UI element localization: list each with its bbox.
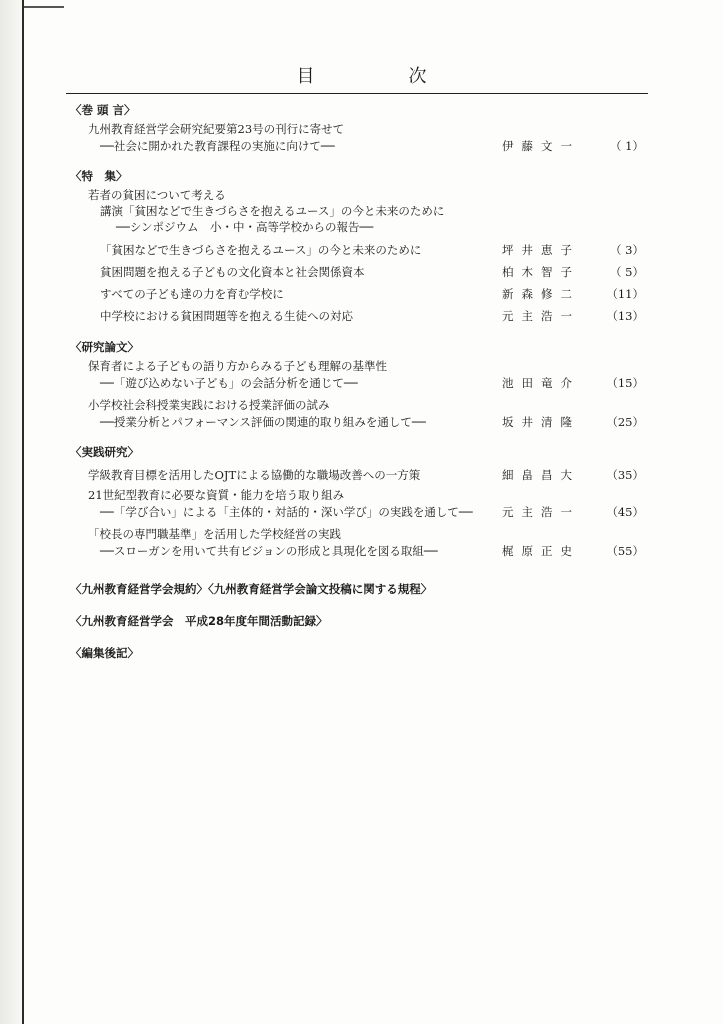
special-symposium: ──シンポジウム 小・中・高等学校からの報告── <box>116 220 374 234</box>
section-heading-preface: 〈巻 頭 言〉 <box>70 103 136 117</box>
toc-entry-title: 「貧困などで生きづらさを抱えるユース」の今と未来のために <box>100 243 422 257</box>
section-special <box>70 168 645 327</box>
section-heading-research: 〈研究論文〉 <box>70 340 139 354</box>
toc-entry-author: 坪井恵子 <box>502 243 580 257</box>
toc-entry <box>70 261 645 283</box>
toc-entry-page: （ 5） <box>610 265 644 279</box>
toc-entry-page: （45） <box>606 505 644 519</box>
toc-entry <box>70 283 645 305</box>
toc-entry-subtitle: ──スローガンを用いて共有ビジョンの形成と具現化を図る取組── <box>100 544 438 558</box>
toc-entry <box>70 463 645 487</box>
toc-entry-author: 伊藤文一 <box>502 139 580 153</box>
toc-entry-author: 細畠昌大 <box>502 468 580 482</box>
toc-entry-author: 元主浩一 <box>502 505 580 519</box>
toc-entry-page: （ 1） <box>610 139 644 153</box>
section-research <box>70 339 645 432</box>
scan-border <box>0 0 24 1024</box>
toc-entry-title: 小学校社会科授業実践における授業評価の試み <box>88 398 330 412</box>
toc-entry-page: （55） <box>606 544 644 558</box>
special-theme: 若者の貧困について考える <box>88 188 226 202</box>
toc-entry <box>70 374 645 393</box>
toc-entry-page: （ 3） <box>610 243 644 257</box>
section-heading-activities: 〈九州教育経営学会 平成28年度年間活動記録〉 <box>70 614 328 628</box>
toc-entry <box>70 305 645 327</box>
toc-entry-page: （35） <box>606 468 644 482</box>
toc-entry-subtitle: ──授業分析とパフォーマンス評価の関連的取り組みを通して── <box>100 415 426 429</box>
toc-entry-author: 新森修二 <box>502 287 580 301</box>
page-title: 目 次 <box>296 66 465 87</box>
section-heading-afterword: 〈編集後記〉 <box>70 646 139 660</box>
toc-entry-subtitle: ──社会に開かれた教育課程の実施に向けて── <box>100 139 335 153</box>
section-preface <box>70 102 645 156</box>
toc-entry-author: 坂井清隆 <box>502 415 580 429</box>
toc-entry <box>70 503 645 522</box>
section-heading-rules: 〈九州教育経営学会規約〉〈九州教育経営学会論文投稿に関する規程〉 <box>70 582 433 596</box>
toc-entry <box>70 413 645 432</box>
toc-entry-title: すべての子ども達の力を育む学校に <box>100 287 284 301</box>
toc-body <box>70 98 645 664</box>
toc-entry <box>70 239 645 261</box>
section-heading-practice: 〈実践研究〉 <box>70 445 139 459</box>
toc-entry-page: （13） <box>606 309 644 323</box>
toc-entry-author: 池田竜介 <box>502 376 580 390</box>
toc-entry <box>70 542 645 561</box>
section-heading-special: 〈特 集〉 <box>70 169 128 183</box>
section-practice <box>70 444 645 561</box>
toc-entry <box>70 137 645 156</box>
toc-entry-title: 学級教育目標を活用したOJTによる協働的な職場改善への一方策 <box>88 468 421 482</box>
toc-entry-author: 柏木智子 <box>502 265 580 279</box>
special-lecture: 講演「貧困などで生きづらさを抱えるユース」の今と未来のために <box>100 204 445 218</box>
toc-entry-author: 梶原正史 <box>502 544 580 558</box>
toc-entry-title: 保育者による子どもの語り方からみる子ども理解の基準性 <box>88 359 387 373</box>
toc-entry-title: 「校長の専門職基準」を活用した学校経営の実践 <box>88 527 341 541</box>
toc-entry-page: （25） <box>606 415 644 429</box>
toc-entry-author: 元主浩一 <box>502 309 580 323</box>
toc-entry-title: 中学校における貧困問題等を抱える生徒への対応 <box>100 309 353 323</box>
toc-entry-title: 貧困問題を抱える子どもの文化資本と社会関係資本 <box>100 265 365 279</box>
toc-entry-subtitle: ──「学び合い」による「主体的・対話的・深い学び」の実践を通して── <box>100 505 473 519</box>
toc-entry-page: （15） <box>606 376 644 390</box>
toc-entry-title: 21世紀型教育に必要な資質・能力を培う取り組み <box>88 488 345 502</box>
toc-entry-subtitle: ──「遊び込めない子ども」の会話分析を通じて── <box>100 376 358 390</box>
toc-entry-title: 九州教育経営学会研究紀要第23号の刊行に寄せて <box>88 122 345 136</box>
scan-corner-mark <box>24 6 64 14</box>
title-rule <box>66 93 648 94</box>
toc-entry-page: （11） <box>606 287 644 301</box>
